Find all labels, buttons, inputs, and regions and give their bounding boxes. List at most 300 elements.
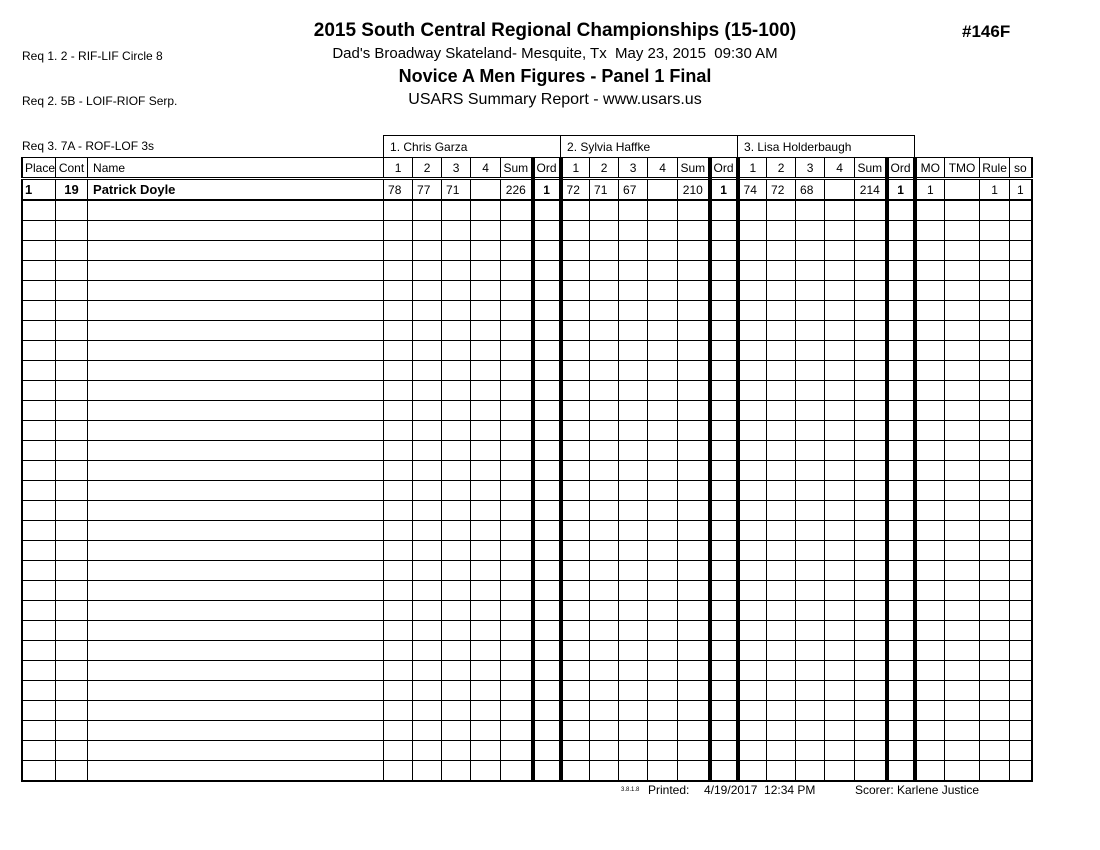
cell-judge2-sum: 210 xyxy=(678,179,710,201)
cell-place xyxy=(22,581,56,601)
cell-cont xyxy=(56,761,88,782)
cell-judge3-score4 xyxy=(825,221,855,241)
cell-judge2-sum xyxy=(678,200,710,221)
cell-judge3-score3 xyxy=(796,361,825,381)
cell-judge2-score2 xyxy=(590,321,619,341)
cell-judge2-score4 xyxy=(648,541,678,561)
cell-judge3-score2 xyxy=(767,481,796,501)
cell-judge1-score2 xyxy=(413,721,442,741)
cell-judge2-score3 xyxy=(619,200,648,221)
cell-mo xyxy=(915,200,945,221)
cell-judge2-score2 xyxy=(590,421,619,441)
cell-judge2-score3 xyxy=(619,241,648,261)
empty-row xyxy=(22,441,1032,461)
cell-judge1-sum xyxy=(501,621,533,641)
cell-cont xyxy=(56,561,88,581)
cell-judge3-score3 xyxy=(796,541,825,561)
cell-judge2-score1 xyxy=(561,721,590,741)
cell-judge2-score1 xyxy=(561,221,590,241)
cell-judge3-score3 xyxy=(796,261,825,281)
cell-rule xyxy=(980,721,1010,741)
cell-judge3-score1 xyxy=(738,481,767,501)
cell-judge1-score1 xyxy=(384,361,413,381)
cell-judge3-score2 xyxy=(767,641,796,661)
cell-name xyxy=(88,301,384,321)
cell-judge3-score3 xyxy=(796,401,825,421)
header-judge2-2: 2 xyxy=(590,158,619,179)
header-judge1-3: 3 xyxy=(442,158,471,179)
cell-judge2-score2 xyxy=(590,581,619,601)
cell-name xyxy=(88,621,384,641)
cell-judge2-score3 xyxy=(619,661,648,681)
cell-judge3-ord xyxy=(887,301,915,321)
cell-place xyxy=(22,200,56,221)
cell-judge1-sum xyxy=(501,281,533,301)
cell-judge2-score2 xyxy=(590,221,619,241)
cell-judge3-score2 xyxy=(767,461,796,481)
judge-name-1: 1. Chris Garza xyxy=(384,136,561,158)
cell-judge1-score4 xyxy=(471,541,501,561)
cell-judge3-score2 xyxy=(767,321,796,341)
cell-judge2-score4 xyxy=(648,221,678,241)
cell-judge1-score4 xyxy=(471,621,501,641)
cell-judge1-score4 xyxy=(471,741,501,761)
cell-cont xyxy=(56,261,88,281)
cell-judge1-score4 xyxy=(471,321,501,341)
cell-judge3-score1 xyxy=(738,541,767,561)
cell-judge3-sum xyxy=(855,341,887,361)
cell-judge2-ord xyxy=(710,441,738,461)
band-spacer-left xyxy=(22,136,384,158)
cell-judge2-score1 xyxy=(561,621,590,641)
cell-place xyxy=(22,701,56,721)
cell-judge3-sum xyxy=(855,481,887,501)
cell-judge1-score1 xyxy=(384,341,413,361)
cell-judge2-score1 xyxy=(561,321,590,341)
empty-row xyxy=(22,261,1032,281)
cell-judge1-score4 xyxy=(471,361,501,381)
cell-tmo xyxy=(945,261,980,281)
cell-judge2-score2 xyxy=(590,721,619,741)
program-version: 3.8.1.8 xyxy=(621,787,640,793)
cell-judge3-score2 xyxy=(767,261,796,281)
cell-judge1-score1 xyxy=(384,621,413,641)
cell-tmo xyxy=(945,561,980,581)
cell-cont xyxy=(56,441,88,461)
cell-judge2-score4 xyxy=(648,641,678,661)
cell-judge2-ord xyxy=(710,381,738,401)
empty-row xyxy=(22,661,1032,681)
cell-judge3-ord xyxy=(887,681,915,701)
cell-judge1-score2 xyxy=(413,501,442,521)
cell-judge3-score1 xyxy=(738,321,767,341)
cell-judge1-score4 xyxy=(471,381,501,401)
cell-judge1-ord xyxy=(533,661,561,681)
cell-judge3-score4 xyxy=(825,401,855,421)
cell-judge1-ord xyxy=(533,601,561,621)
cell-cont xyxy=(56,521,88,541)
cell-judge3-score3 xyxy=(796,200,825,221)
cell-judge1-score3 xyxy=(442,341,471,361)
cell-place xyxy=(22,661,56,681)
cell-judge3-score1 xyxy=(738,521,767,541)
cell-judge2-score4 xyxy=(648,481,678,501)
cell-judge1-score2 xyxy=(413,421,442,441)
cell-judge2-ord xyxy=(710,301,738,321)
cell-judge1-score1 xyxy=(384,741,413,761)
cell-judge1-score4 xyxy=(471,701,501,721)
cell-judge3-score3 xyxy=(796,241,825,261)
cell-judge2-sum xyxy=(678,221,710,241)
cell-place xyxy=(22,441,56,461)
cell-judge1-sum xyxy=(501,261,533,281)
cell-judge1-score3 xyxy=(442,481,471,501)
cell-judge3-score3 xyxy=(796,601,825,621)
cell-judge1-score3 xyxy=(442,401,471,421)
cell-judge1-score4 xyxy=(471,681,501,701)
empty-row xyxy=(22,501,1032,521)
cell-judge2-score2 xyxy=(590,261,619,281)
cell-judge3-ord xyxy=(887,321,915,341)
cell-judge3-score1 xyxy=(738,441,767,461)
cell-cont xyxy=(56,661,88,681)
cell-judge3-score4 xyxy=(825,321,855,341)
cell-judge2-score4 xyxy=(648,301,678,321)
cell-judge2-sum xyxy=(678,441,710,461)
cell-judge3-ord xyxy=(887,661,915,681)
cell-judge1-score4 xyxy=(471,401,501,421)
cell-name xyxy=(88,541,384,561)
cell-judge1-score4 xyxy=(471,221,501,241)
cell-judge1-score4 xyxy=(471,521,501,541)
empty-row xyxy=(22,241,1032,261)
cell-judge3-sum xyxy=(855,721,887,741)
cell-judge3-score3 xyxy=(796,501,825,521)
cell-judge2-score3 xyxy=(619,301,648,321)
cell-judge1-sum: 226 xyxy=(501,179,533,201)
cell-tmo xyxy=(945,381,980,401)
cell-judge3-sum xyxy=(855,381,887,401)
cell-judge2-score2 xyxy=(590,361,619,381)
requirement-line-1: Req 1. 2 - RIF-LIF Circle 8 xyxy=(22,49,163,63)
cell-judge2-score3 xyxy=(619,381,648,401)
cell-cont xyxy=(56,721,88,741)
cell-judge3-score1 xyxy=(738,301,767,321)
cell-judge1-score3 xyxy=(442,741,471,761)
cell-judge3-score4 xyxy=(825,761,855,782)
header-name: Name xyxy=(88,158,384,179)
cell-name xyxy=(88,361,384,381)
cell-rule xyxy=(980,601,1010,621)
cell-judge2-score1 xyxy=(561,701,590,721)
cell-judge2-score3 xyxy=(619,261,648,281)
cell-rule xyxy=(980,461,1010,481)
cell-cont xyxy=(56,241,88,261)
cell-place xyxy=(22,601,56,621)
requirement-line-2: Req 2. 5B - LOIF-RIOF Serp. xyxy=(22,94,178,108)
cell-judge2-ord xyxy=(710,261,738,281)
cell-judge2-score2 xyxy=(590,481,619,501)
cell-judge1-sum xyxy=(501,681,533,701)
cell-mo xyxy=(915,341,945,361)
cell-cont xyxy=(56,541,88,561)
cell-so xyxy=(1010,281,1032,301)
cell-judge2-score2 xyxy=(590,741,619,761)
cell-judge2-score1 xyxy=(561,561,590,581)
cell-judge1-ord xyxy=(533,361,561,381)
cell-judge2-sum xyxy=(678,301,710,321)
cell-judge1-score4 xyxy=(471,301,501,321)
cell-mo xyxy=(915,221,945,241)
cell-judge3-score4 xyxy=(825,541,855,561)
cell-judge3-sum xyxy=(855,421,887,441)
cell-mo xyxy=(915,761,945,782)
empty-row xyxy=(22,581,1032,601)
cell-judge1-ord xyxy=(533,581,561,601)
cell-judge1-score1 xyxy=(384,721,413,741)
cell-judge1-score2 xyxy=(413,681,442,701)
cell-so xyxy=(1010,361,1032,381)
cell-judge1-score1 xyxy=(384,200,413,221)
cell-judge2-sum xyxy=(678,461,710,481)
cell-cont xyxy=(56,200,88,221)
header-judge1-2: 2 xyxy=(413,158,442,179)
cell-judge3-score2 xyxy=(767,381,796,401)
cell-judge3-score1 xyxy=(738,200,767,221)
cell-judge2-sum xyxy=(678,601,710,621)
cell-judge1-score4 xyxy=(471,241,501,261)
cell-judge1-score2 xyxy=(413,241,442,261)
cell-judge2-score1 xyxy=(561,401,590,421)
cell-judge3-score3 xyxy=(796,681,825,701)
cell-judge1-score1: 78 xyxy=(384,179,413,201)
cell-judge1-sum xyxy=(501,581,533,601)
cell-judge3-ord xyxy=(887,561,915,581)
results-table xyxy=(21,135,1033,782)
cell-tmo xyxy=(945,221,980,241)
cell-judge3-score4 xyxy=(825,179,855,201)
cell-judge3-score2 xyxy=(767,401,796,421)
cell-name xyxy=(88,381,384,401)
cell-judge3-score4 xyxy=(825,241,855,261)
cell-place xyxy=(22,321,56,341)
header-mo: MO xyxy=(915,158,945,179)
cell-judge1-score3 xyxy=(442,421,471,441)
judge-name-2: 2. Sylvia Haffke xyxy=(561,136,738,158)
cell-judge3-ord xyxy=(887,521,915,541)
cell-judge1-score1 xyxy=(384,281,413,301)
cell-judge3-score3 xyxy=(796,701,825,721)
cell-judge3-score3 xyxy=(796,621,825,641)
cell-judge1-score4 xyxy=(471,661,501,681)
cell-judge3-score1 xyxy=(738,721,767,741)
cell-place xyxy=(22,401,56,421)
cell-judge3-ord xyxy=(887,541,915,561)
cell-judge3-score1 xyxy=(738,241,767,261)
cell-judge2-score1 xyxy=(561,761,590,782)
cell-judge1-score3 xyxy=(442,561,471,581)
cell-mo xyxy=(915,541,945,561)
cell-judge3-ord xyxy=(887,200,915,221)
empty-row xyxy=(22,641,1032,661)
empty-row xyxy=(22,761,1032,782)
cell-tmo xyxy=(945,621,980,641)
cell-judge1-ord xyxy=(533,261,561,281)
cell-rule xyxy=(980,341,1010,361)
cell-judge2-score3: 67 xyxy=(619,179,648,201)
cell-judge1-score3 xyxy=(442,321,471,341)
cell-judge3-score2 xyxy=(767,701,796,721)
cell-judge3-ord xyxy=(887,341,915,361)
cell-judge3-score3 xyxy=(796,221,825,241)
cell-judge3-ord: 1 xyxy=(887,179,915,201)
cell-rule xyxy=(980,621,1010,641)
cell-mo xyxy=(915,601,945,621)
cell-judge2-sum xyxy=(678,521,710,541)
header-judge1-1: 1 xyxy=(384,158,413,179)
cell-so xyxy=(1010,761,1032,782)
cell-judge2-score2 xyxy=(590,241,619,261)
cell-judge1-sum xyxy=(501,641,533,661)
cell-judge3-score3 xyxy=(796,761,825,782)
cell-judge3-ord xyxy=(887,481,915,501)
cell-cont xyxy=(56,221,88,241)
empty-row xyxy=(22,701,1032,721)
cell-judge3-score2 xyxy=(767,501,796,521)
header-judge3-ord: Ord xyxy=(887,158,915,179)
header-judge2-3: 3 xyxy=(619,158,648,179)
cell-tmo xyxy=(945,601,980,621)
cell-judge3-score4 xyxy=(825,481,855,501)
cell-judge2-score3 xyxy=(619,221,648,241)
cell-judge1-score1 xyxy=(384,641,413,661)
cell-judge3-score2 xyxy=(767,221,796,241)
cell-judge1-score2 xyxy=(413,461,442,481)
cell-rule xyxy=(980,441,1010,461)
cell-judge1-sum xyxy=(501,241,533,261)
cell-judge2-score3 xyxy=(619,761,648,782)
cell-judge3-score1 xyxy=(738,401,767,421)
cell-judge2-score4 xyxy=(648,401,678,421)
cell-judge3-score4 xyxy=(825,361,855,381)
cell-judge1-score3 xyxy=(442,761,471,782)
cell-name xyxy=(88,601,384,621)
cell-judge2-score3 xyxy=(619,341,648,361)
cell-name xyxy=(88,200,384,221)
cell-judge3-sum xyxy=(855,621,887,641)
cell-judge2-score2 xyxy=(590,521,619,541)
empty-row xyxy=(22,681,1032,701)
cell-so xyxy=(1010,421,1032,441)
cell-judge2-sum xyxy=(678,621,710,641)
cell-judge2-ord xyxy=(710,241,738,261)
cell-judge1-score4 xyxy=(471,179,501,201)
cell-judge3-score4 xyxy=(825,621,855,641)
cell-judge2-score4 xyxy=(648,701,678,721)
cell-judge2-sum xyxy=(678,541,710,561)
header-judge3-sum: Sum xyxy=(855,158,887,179)
cell-tmo xyxy=(945,641,980,661)
cell-judge3-ord xyxy=(887,461,915,481)
cell-so xyxy=(1010,621,1032,641)
cell-judge3-score4 xyxy=(825,341,855,361)
cell-judge1-score1 xyxy=(384,661,413,681)
cell-judge1-sum xyxy=(501,200,533,221)
cell-judge2-score3 xyxy=(619,581,648,601)
cell-judge3-score1 xyxy=(738,221,767,241)
cell-judge1-ord xyxy=(533,321,561,341)
cell-judge2-score3 xyxy=(619,641,648,661)
cell-judge2-score2 xyxy=(590,661,619,681)
cell-so xyxy=(1010,741,1032,761)
cell-judge2-score3 xyxy=(619,601,648,621)
cell-name xyxy=(88,641,384,661)
cell-judge3-score4 xyxy=(825,661,855,681)
cell-judge3-sum xyxy=(855,361,887,381)
cell-judge2-score2 xyxy=(590,401,619,421)
cell-judge1-score1 xyxy=(384,761,413,782)
cell-judge3-ord xyxy=(887,281,915,301)
cell-so xyxy=(1010,541,1032,561)
cell-mo xyxy=(915,321,945,341)
cell-judge2-score1 xyxy=(561,521,590,541)
cell-name xyxy=(88,661,384,681)
cell-so xyxy=(1010,721,1032,741)
cell-judge2-score4 xyxy=(648,441,678,461)
cell-cont xyxy=(56,281,88,301)
cell-judge2-score1 xyxy=(561,441,590,461)
cell-judge3-sum xyxy=(855,641,887,661)
empty-row xyxy=(22,401,1032,421)
cell-judge2-score2 xyxy=(590,601,619,621)
cell-judge3-score4 xyxy=(825,601,855,621)
cell-judge2-score1 xyxy=(561,421,590,441)
cell-judge3-score1 xyxy=(738,341,767,361)
cell-mo xyxy=(915,261,945,281)
cell-judge1-score1 xyxy=(384,541,413,561)
cell-judge2-score1 xyxy=(561,541,590,561)
cell-judge1-sum xyxy=(501,741,533,761)
cell-tmo xyxy=(945,421,980,441)
cell-mo xyxy=(915,501,945,521)
cell-cont xyxy=(56,381,88,401)
cell-judge2-score1 xyxy=(561,361,590,381)
cell-place xyxy=(22,761,56,782)
cell-judge2-ord xyxy=(710,561,738,581)
cell-judge2-ord xyxy=(710,681,738,701)
header-judge1-sum: Sum xyxy=(501,158,533,179)
cell-judge1-score1 xyxy=(384,221,413,241)
cell-rule xyxy=(980,541,1010,561)
cell-judge2-sum xyxy=(678,661,710,681)
cell-judge1-score2 xyxy=(413,481,442,501)
cell-mo xyxy=(915,681,945,701)
empty-row xyxy=(22,281,1032,301)
cell-judge1-score3: 71 xyxy=(442,179,471,201)
cell-tmo xyxy=(945,241,980,261)
cell-judge2-score4 xyxy=(648,581,678,601)
cell-judge1-ord xyxy=(533,561,561,581)
cell-judge3-ord xyxy=(887,401,915,421)
cell-judge2-score2 xyxy=(590,461,619,481)
cell-so xyxy=(1010,241,1032,261)
cell-judge2-score3 xyxy=(619,701,648,721)
header-judge1-ord: Ord xyxy=(533,158,561,179)
empty-row xyxy=(22,341,1032,361)
header-judge3-1: 1 xyxy=(738,158,767,179)
cell-judge1-score3 xyxy=(442,661,471,681)
cell-judge2-score4 xyxy=(648,601,678,621)
